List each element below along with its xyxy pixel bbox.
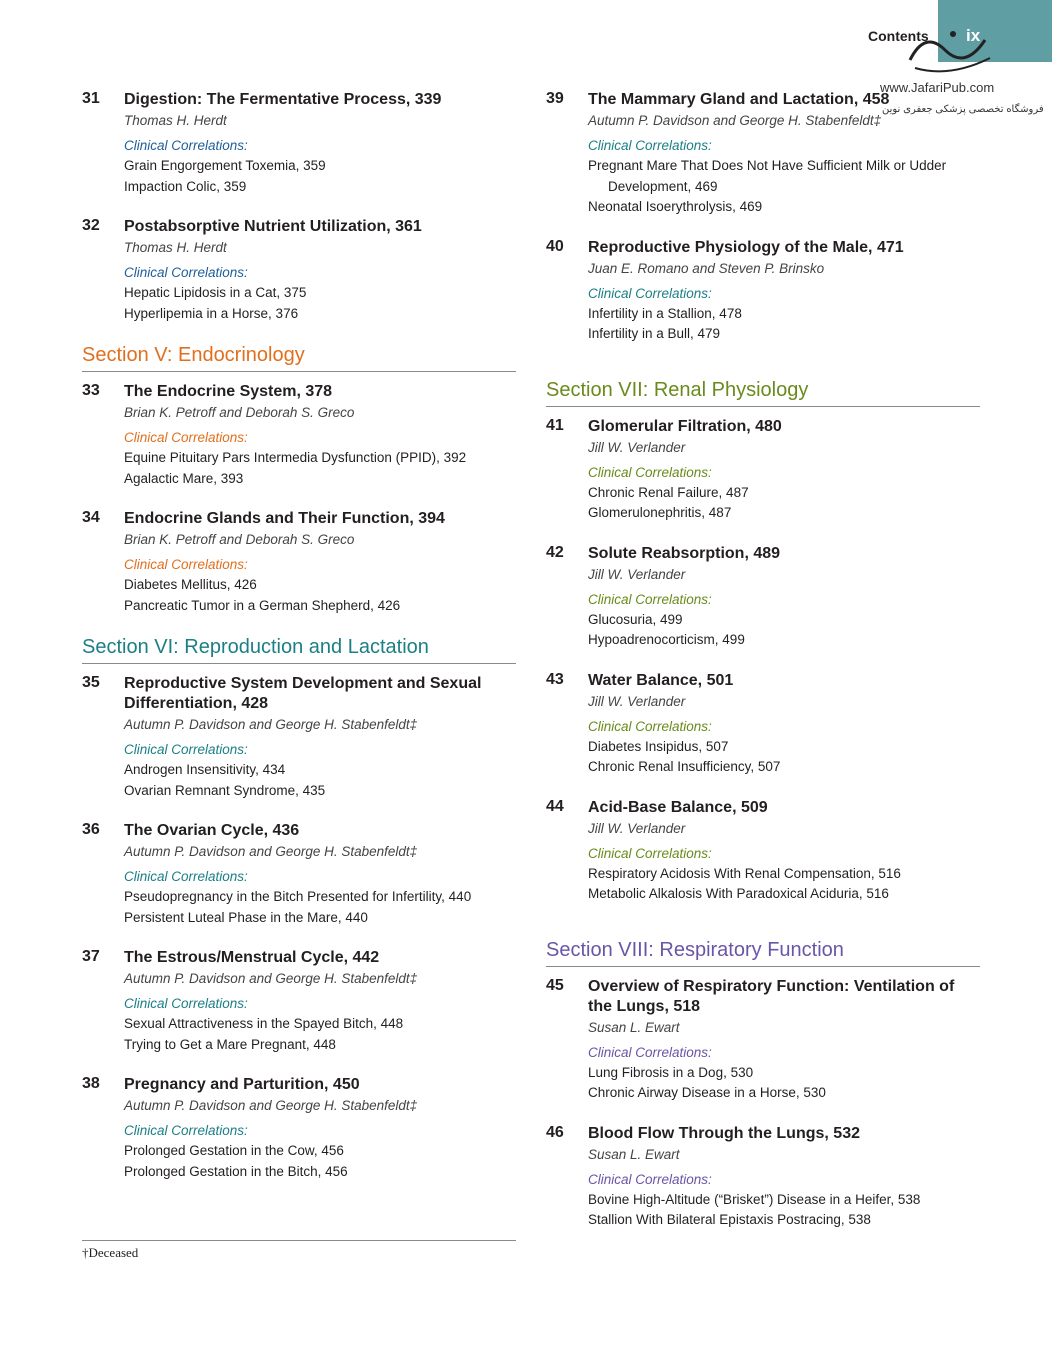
clinical-correlations-label: Clinical Correlations: xyxy=(124,557,248,572)
chapter-title: The Estrous/Menstrual Cycle, 442 xyxy=(124,949,380,966)
chapter-number: 45 xyxy=(546,976,564,994)
chapter-33[interactable] xyxy=(82,382,516,489)
chapter-author: Thomas H. Herdt xyxy=(124,113,227,128)
clinical-correlation-item: Trying to Get a Mare Pregnant, 448 xyxy=(124,1036,336,1052)
chapter-38[interactable] xyxy=(82,1075,516,1182)
clinical-correlations-label: Clinical Correlations: xyxy=(588,464,712,480)
clinical-correlations-label: Clinical Correlations: xyxy=(588,718,712,734)
clinical-correlation-item: Pregnant Mare That Does Not Have Sufficient Milk or Udder Development, 469 xyxy=(588,158,947,194)
chapter-number: 31 xyxy=(82,90,100,107)
chapter-author: Autumn P. Davidson and George H. Stabenfeldt‡ xyxy=(588,113,882,128)
chapter-title: Postabsorptive Nutrient Utilization, 361 xyxy=(124,218,422,235)
footnote-divider xyxy=(82,1240,516,1241)
chapter-46[interactable] xyxy=(546,1124,980,1231)
clinical-correlations-label: Clinical Correlations: xyxy=(124,138,248,153)
clinical-correlation-item: Equine Pituitary Pars Intermedia Dysfunction (PPID), 392 xyxy=(124,450,467,465)
chapter-title: Glomerular Filtration, 480 xyxy=(588,417,782,435)
right-column xyxy=(546,90,980,1251)
chapter-author: Brian K. Petroff and Deborah S. Greco xyxy=(124,405,355,420)
chapter-number: 38 xyxy=(82,1075,100,1092)
chapter-author: Jill W. Verlander xyxy=(588,820,686,836)
section-reproduction xyxy=(82,636,516,1182)
chapter-number: 36 xyxy=(82,821,100,838)
left-column xyxy=(82,90,516,1202)
chapter-32[interactable] xyxy=(82,217,516,324)
clinical-correlation-item: Agalactic Mare, 393 xyxy=(124,470,244,486)
chapter-number: 34 xyxy=(82,509,100,526)
running-header: Contents xyxy=(868,28,929,44)
chapter-author: Autumn P. Davidson and George H. Stabenfeldt‡ xyxy=(124,1098,418,1113)
clinical-correlation-item: Prolonged Gestation in the Cow, 456 xyxy=(124,1143,344,1158)
watermark-logo xyxy=(905,20,995,80)
section-title: Section V: Endocrinology xyxy=(82,344,516,372)
clinical-correlation-item: Neonatal Isoerythrolysis, 469 xyxy=(588,199,763,214)
chapter-title: Water Balance, 501 xyxy=(588,671,734,689)
chapter-35[interactable] xyxy=(82,674,516,801)
section-title: Section VI: Reproduction and Lactation xyxy=(82,636,516,664)
clinical-correlation-item: Androgen Insensitivity, 434 xyxy=(124,762,286,777)
chapter-number: 40 xyxy=(546,237,564,255)
clinical-correlation-item: Pancreatic Tumor in a German Shepherd, 426 xyxy=(124,597,401,613)
page-number: ix xyxy=(966,26,981,45)
clinical-correlation-item: Respiratory Acidosis With Renal Compensation, 516 xyxy=(588,865,901,881)
chapter-number: 42 xyxy=(546,543,564,561)
chapter-title: Overview of Respiratory Function: Ventilation of the Lungs, 518 xyxy=(588,977,955,1015)
chapter-number: 44 xyxy=(546,797,564,815)
clinical-correlation-item: Lung Fibrosis in a Dog, 530 xyxy=(588,1064,754,1080)
chapter-number: 35 xyxy=(82,674,100,691)
chapter-45[interactable] xyxy=(546,977,980,1104)
clinical-correlation-item: Diabetes Insipidus, 507 xyxy=(588,738,729,754)
chapter-40[interactable] xyxy=(546,238,980,345)
pre-section-chapters-left xyxy=(82,90,516,324)
clinical-correlations-label: Clinical Correlations: xyxy=(588,285,712,301)
chapter-author: Jill W. Verlander xyxy=(588,693,686,709)
clinical-correlations-label: Clinical Correlations: xyxy=(588,591,712,607)
chapter-34[interactable] xyxy=(82,509,516,616)
chapter-title: The Endocrine System, 378 xyxy=(124,383,333,400)
clinical-correlation-item: Chronic Renal Insufficiency, 507 xyxy=(588,759,781,774)
chapter-41[interactable] xyxy=(546,417,980,524)
chapter-number: 39 xyxy=(546,90,564,107)
clinical-correlation-item: Hypoadrenocorticism, 499 xyxy=(588,632,745,647)
clinical-correlations-label: Clinical Correlations: xyxy=(124,742,248,757)
chapter-title: The Mammary Gland and Lactation, 458 xyxy=(588,91,890,108)
section-renal xyxy=(546,379,980,905)
clinical-correlation-item: Hepatic Lipidosis in a Cat, 375 xyxy=(124,285,307,300)
chapter-36[interactable] xyxy=(82,821,516,928)
clinical-correlation-item: Hyperlipemia in a Horse, 376 xyxy=(124,305,299,321)
clinical-correlations-label: Clinical Correlations: xyxy=(588,138,712,153)
chapter-author: Jill W. Verlander xyxy=(588,566,686,582)
chapter-title: Blood Flow Through the Lungs, 532 xyxy=(588,1124,860,1142)
clinical-correlation-item: Chronic Renal Failure, 487 xyxy=(588,484,749,500)
clinical-correlation-item: Infertility in a Stallion, 478 xyxy=(588,305,742,321)
clinical-correlations-label: Clinical Correlations: xyxy=(124,265,248,280)
chapter-number: 46 xyxy=(546,1123,564,1141)
section-respiratory xyxy=(546,939,980,1231)
clinical-correlations-label: Clinical Correlations: xyxy=(588,1044,712,1060)
chapter-31[interactable] xyxy=(82,90,516,197)
chapter-author: Autumn P. Davidson and George H. Stabenfeldt‡ xyxy=(124,717,418,732)
clinical-correlation-item: Impaction Colic, 359 xyxy=(124,178,247,194)
chapter-number: 33 xyxy=(82,382,100,399)
watermark-persian: فروشگاه تخصصی پزشکی جعفری نوین xyxy=(882,104,1044,115)
clinical-correlation-item: Metabolic Alkalosis With Paradoxical Aciduria, 516 xyxy=(588,886,889,901)
clinical-correlations-label: Clinical Correlations: xyxy=(588,845,712,861)
chapter-author: Juan E. Romano and Steven P. Brinsko xyxy=(588,260,825,276)
clinical-correlation-item: Infertility in a Bull, 479 xyxy=(588,326,721,341)
chapter-title: Reproductive Physiology of the Male, 471 xyxy=(588,238,904,256)
chapter-title: Solute Reabsorption, 489 xyxy=(588,544,781,562)
clinical-correlation-item: Grain Engorgement Toxemia, 359 xyxy=(124,158,326,173)
chapter-number: 41 xyxy=(546,416,564,434)
chapter-author: Autumn P. Davidson and George H. Stabenfeldt‡ xyxy=(124,971,418,986)
clinical-correlation-item: Glucosuria, 499 xyxy=(588,611,683,627)
chapter-author: Susan L. Ewart xyxy=(588,1146,680,1162)
clinical-correlation-item: Persistent Luteal Phase in the Mare, 440 xyxy=(124,909,368,925)
chapter-title: Reproductive System Development and Sexual Differentiation, 428 xyxy=(124,675,482,712)
clinical-correlation-item: Prolonged Gestation in the Bitch, 456 xyxy=(124,1163,348,1179)
clinical-correlation-item: Glomerulonephritis, 487 xyxy=(588,505,732,520)
clinical-correlation-item: Sexual Attractiveness in the Spayed Bitch, 448 xyxy=(124,1016,404,1031)
chapter-44[interactable] xyxy=(546,798,980,905)
clinical-correlations-label: Clinical Correlations: xyxy=(124,430,248,445)
chapter-author: Autumn P. Davidson and George H. Stabenfeldt‡ xyxy=(124,844,418,859)
chapter-author: Jill W. Verlander xyxy=(588,439,686,455)
chapter-author: Brian K. Petroff and Deborah S. Greco xyxy=(124,532,355,547)
clinical-correlation-item: Pseudopregnancy in the Bitch Presented for Infertility, 440 xyxy=(124,889,472,904)
section-title: Section VIII: Respiratory Function xyxy=(546,939,980,967)
clinical-correlation-item: Diabetes Mellitus, 426 xyxy=(124,577,257,592)
chapter-author: Susan L. Ewart xyxy=(588,1019,680,1035)
chapter-title: Acid-Base Balance, 509 xyxy=(588,798,768,816)
clinical-correlation-item: Ovarian Remnant Syndrome, 435 xyxy=(124,782,326,798)
clinical-correlation-item: Stallion With Bilateral Epistaxis Postracing, 538 xyxy=(588,1212,871,1227)
chapter-author: Thomas H. Herdt xyxy=(124,240,227,255)
section-title: Section VII: Renal Physiology xyxy=(546,379,980,407)
clinical-correlations-label: Clinical Correlations: xyxy=(588,1171,712,1187)
chapter-number: 37 xyxy=(82,948,100,965)
chapter-43[interactable] xyxy=(546,671,980,778)
clinical-correlation-item: Bovine High-Altitude (“Brisket”) Disease in a Heifer, 538 xyxy=(588,1191,921,1207)
pre-section-chapters-right xyxy=(546,90,980,345)
clinical-correlations-label: Clinical Correlations: xyxy=(124,1123,248,1138)
chapter-37[interactable] xyxy=(82,948,516,1055)
chapter-39[interactable] xyxy=(546,90,980,218)
chapter-42[interactable] xyxy=(546,544,980,651)
clinical-correlations-label: Clinical Correlations: xyxy=(124,869,248,884)
clinical-correlation-item: Chronic Airway Disease in a Horse, 530 xyxy=(588,1085,826,1100)
clinical-correlations-label: Clinical Correlations: xyxy=(124,996,248,1011)
footnote: †Deceased xyxy=(82,1245,139,1260)
watermark-url: www.JafariPub.com xyxy=(880,80,995,95)
chapter-number: 32 xyxy=(82,217,100,234)
chapter-title: Pregnancy and Parturition, 450 xyxy=(124,1076,360,1093)
chapter-title: The Ovarian Cycle, 436 xyxy=(124,822,300,839)
section-endocrinology xyxy=(82,344,516,616)
chapter-title: Endocrine Glands and Their Function, 394 xyxy=(124,510,445,527)
chapter-title: Digestion: The Fermentative Process, 339 xyxy=(124,91,442,108)
chapter-number: 43 xyxy=(546,670,564,688)
